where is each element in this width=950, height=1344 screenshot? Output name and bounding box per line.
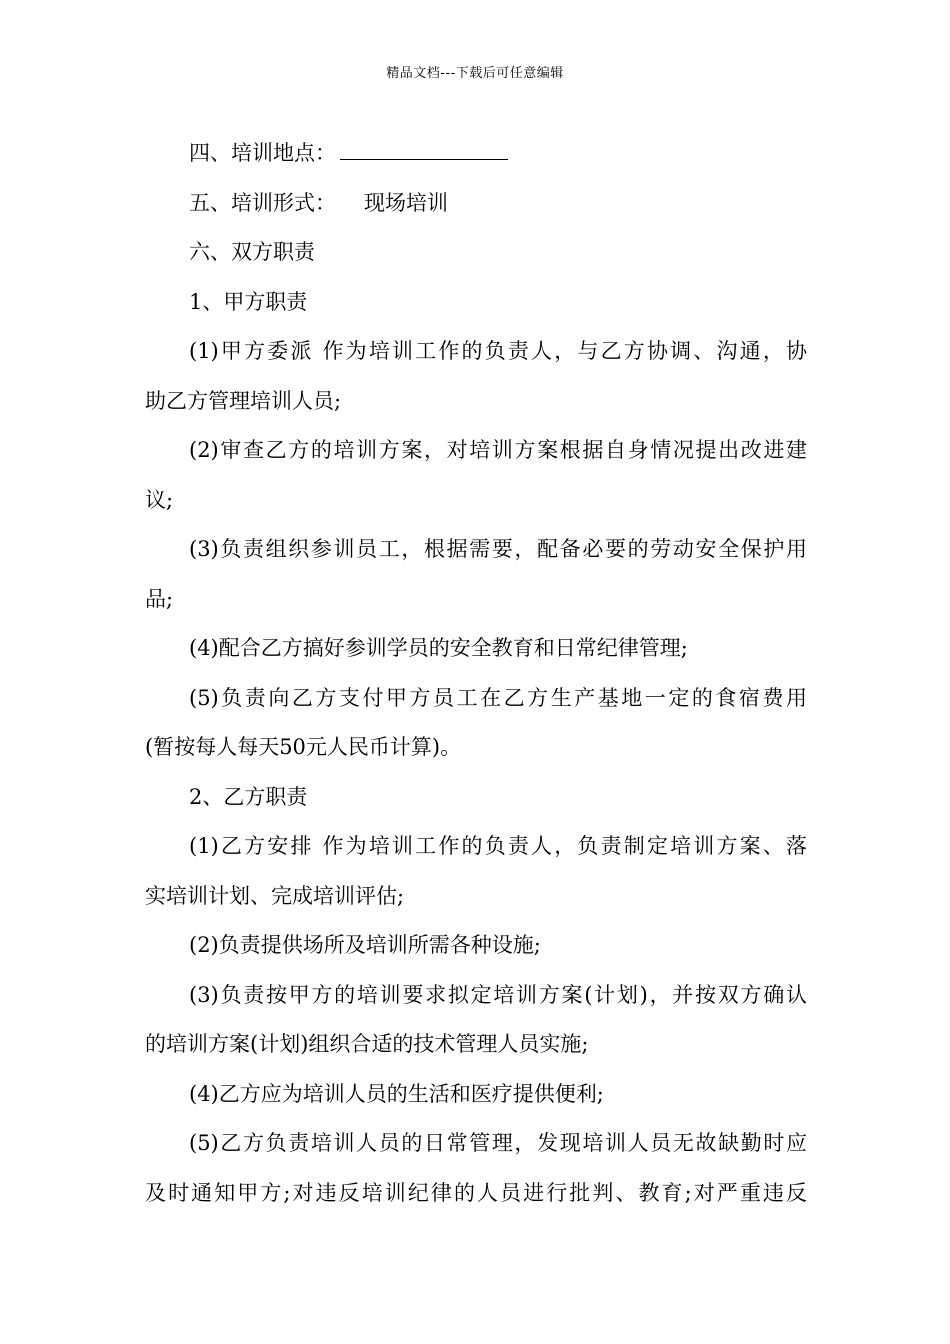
training-location-label: 四、培训地点：: [189, 141, 336, 165]
party-b-item-2-line-1: (2)负责提供场所及培训所需各种设施;: [189, 933, 541, 957]
duties-heading: 六、双方职责: [189, 240, 315, 264]
party-b-item-3-line-2: 的培训方案(计划)组织合适的技术管理人员实施;: [145, 1032, 589, 1056]
party-b-item-3-line-1: (3)负责按甲方的培训要求拟定培训方案(计划)，并按双方确认: [189, 982, 807, 1007]
training-location-blank: [340, 137, 508, 160]
party-b-item-5-line-2: 及时通知甲方;对违反培训纪律的人员进行批判、教育;对严重违反: [145, 1180, 807, 1205]
party-b-item-1-line-1: (1)乙方安排 作为培训工作的负责人，负责制定培训方案、落: [189, 834, 807, 858]
party-b-item-4-line-1: (4)乙方应为培训人员的生活和医疗提供便利;: [189, 1081, 604, 1106]
party-b-item-1-line-2: 实培训计划、完成培训评估;: [145, 883, 405, 908]
training-form-label: 五、培训形式：: [189, 190, 336, 215]
party-a-heading: 1、甲方职责: [189, 289, 308, 314]
party-a-item-4-line-1: (4)配合乙方搞好参训学员的安全教育和日常纪律管理;: [189, 636, 688, 660]
party-a-item-5-line-1: (5)负责向乙方支付甲方员工在乙方生产基地一定的食宿费用: [189, 685, 807, 710]
party-b-item-5-line-1: (5)乙方负责培训人员的日常管理，发现培训人员无故缺勤时应: [189, 1131, 807, 1155]
party-a-item-3-line-1: (3)负责组织参训员工，根据需要，配备必要的劳动安全保护用: [189, 537, 807, 561]
party-a-item-1-line-1: (1)甲方委派 作为培训工作的负责人，与乙方协调、沟通，协: [189, 339, 807, 363]
training-location-line: [145, 131, 807, 181]
training-form-value: 现场培训: [364, 190, 448, 215]
party-a-item-5-line-2: (暂按每人每天50元人民币计算)。: [145, 735, 462, 759]
party-a-item-1-line-2: 助乙方管理培训人员;: [145, 388, 342, 413]
party-a-item-2-line-2: 议;: [145, 487, 174, 512]
document-body: [145, 131, 807, 1220]
party-a-item-2-line-1: (2)审查乙方的培训方案，对培训方案根据自身情况提出改进建: [189, 438, 807, 462]
training-form-line: [145, 181, 807, 231]
page-header: 精品文档---下载后可任意编辑: [386, 66, 564, 81]
party-b-heading: 2、乙方职责: [189, 784, 308, 809]
party-a-item-3-line-2: 品;: [145, 586, 174, 611]
